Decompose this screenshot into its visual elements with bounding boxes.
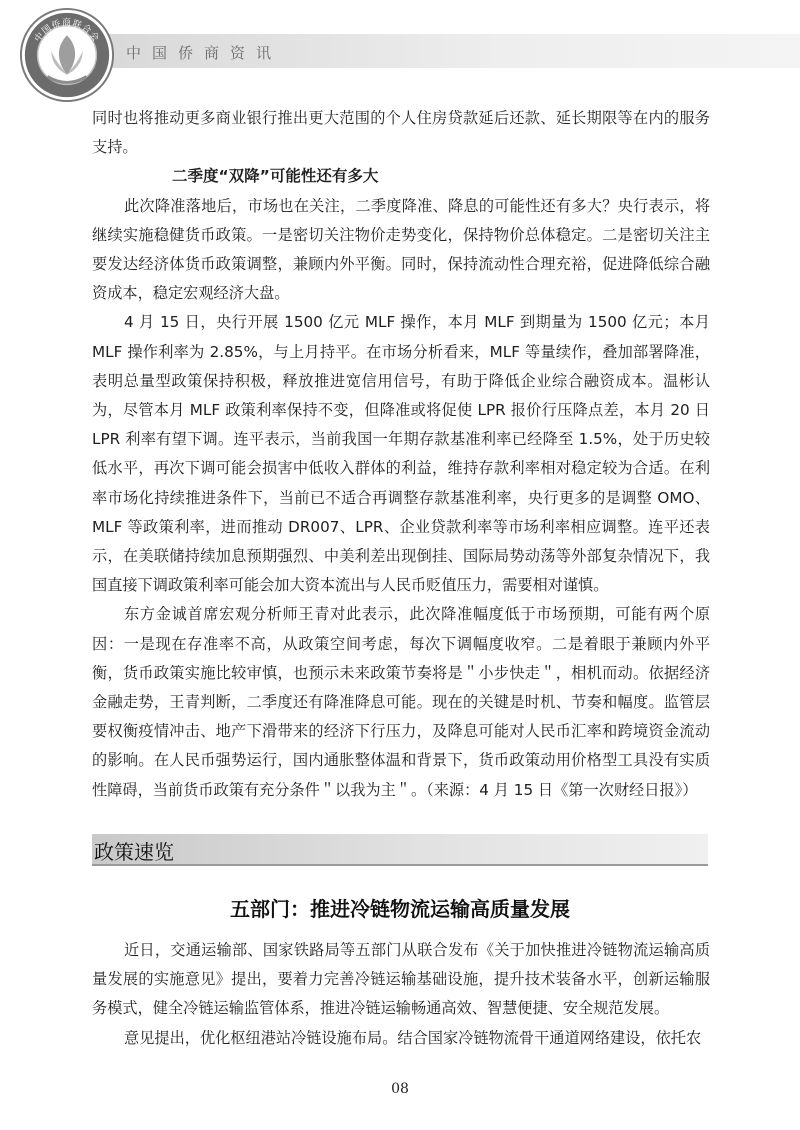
- logo-emblem-icon: [18, 6, 116, 104]
- page-header: [0, 0, 800, 100]
- subheading: 二季度“双降”可能性还有多大: [172, 167, 379, 186]
- paragraph: [92, 600, 710, 804]
- article-body: [92, 104, 710, 805]
- logo-text: 中国侨商联合会: [33, 18, 101, 45]
- header-title: 中国侨商资讯: [126, 44, 283, 62]
- section-banner: [92, 834, 708, 866]
- article-title: 五部门：推进冷链物流运输高质量发展: [230, 897, 570, 921]
- paragraph: 此次降准落地后，市场也在关注，二季度降准、降息的可能性还有多大？央行表示，将继续实施稳健货币政策。一是密切关注物价走势变化，保持物价总体稳定。二是密切关注主要发达经济体货币政策调整，兼顾内外平衡。同时，保持流动性合理充裕，促进降低综合融资成本，稳定宏观经济大盘。: [92, 196, 710, 303]
- paragraph-text: 东方金诚首席宏观分析师王青对此表示，此次降准幅度低于市场预期，可能有两个原因：一是现在存准率不高，从政策空间考虑，每次下调幅度收窄。二是着眼于兼顾内外平衡，货币政策实施比较审慎，也预示未来政策节奏将是＂小步快走＂，相机而动。依据经济金融走势，王青判断，二季度还有降准降息可能。现在的关键是时机、节奏和幅度。监管层要权衡疫情冲击、地产下滑带来的经济下行压力，及降息可能对人民币汇率和跨境资金流动的影响。在人民币强势运行，国内通胀整体温和背景下，货币政策动用价格型工具没有实质性障碍，当前货币政策有充分条件＂以我为主＂。: [92, 605, 710, 799]
- article-body: [92, 936, 710, 1053]
- source-citation: （来源：4 月 15 日《第一次财经日报》）: [426, 780, 698, 799]
- paragraph: 近日，交通运输部、国家铁路局等五部门从联合发布《关于加快推进冷链物流运输高质量发展的实施意见》提出，要着力完善冷链运输基础设施，提升技术装备水平，创新运输服务模式，健全冷链运输监管体系，推进冷链运输畅通高效、智慧便捷、安全规范发展。: [92, 941, 710, 1018]
- paragraph-continuation: 同时也将推动更多商业银行推出更大范围的个人住房贷款延后还款、延长期限等在内的服务支持。: [92, 109, 710, 157]
- section-title: 政策速览: [94, 840, 174, 864]
- paragraph: 4 月 15 日，央行开展 1500 亿元 MLF 操作，本月 MLF 到期量为 1500 亿元；本月 MLF 操作利率为 2.85%，与上月持平。在市场分析看来，MLF 等量续作，叠加部署降准，表明总量型政策保持积极，释放推进宽信用信号，有助于降低企业综合融资成本。温彬认为，尽管本月 MLF 政策利率保持不变，但降准或将促使 LPR 报价行压降点差，本月 20 日 LPR 利率有望下调。连平表示，当前我国一年期存款基准利率已经降至 1.5%，处于历史较低水平，再次下调可能会损害中低收入群体的利益，维持存款利率相对稳定较为合适。在利率市场化持续推进条件下，当前已不适合再调整存款基准利率，央行更多的是调整 OMO、MLF 等政策利率，进而推动 DR007、LPR、企业贷款利率等市场利率相应调整。连平还表示，在美联储持续加息预期强烈、中美利差出现倒挂、国际局势动荡等外部复杂情况下，我国直接下调政策利率可能会加大资本流出与人民币贬值压力，需要相对谨慎。: [92, 313, 710, 595]
- page-number: 08: [391, 1081, 409, 1097]
- paragraph: 意见提出，优化枢纽港站冷链设施布局。结合国家冷链物流骨干通道网络建设，依托农: [124, 1028, 702, 1047]
